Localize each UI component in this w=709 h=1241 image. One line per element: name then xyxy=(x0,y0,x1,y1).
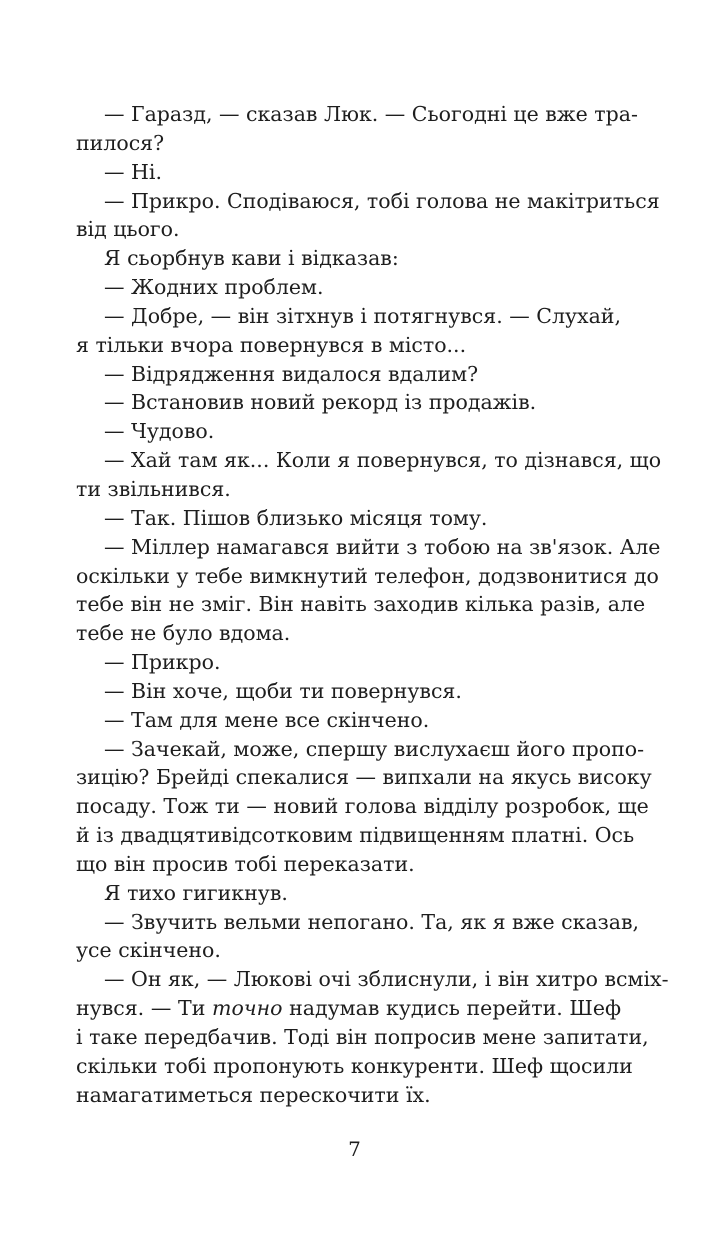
text-line: тебе не було вдома. xyxy=(76,621,291,646)
text-line: — Він хоче, щоби ти повернувся. xyxy=(104,678,462,703)
text-line: — Прикро. Сподіваюся, тобі голова не макітриться xyxy=(104,188,660,213)
text-line: ти звільнився. xyxy=(76,476,231,501)
text-line: — Прикро. xyxy=(104,650,221,675)
text-line: оскільки у тебе вимкнутий телефон, додзвонитися до xyxy=(76,563,659,588)
text-line: що він просив тобі переказати. xyxy=(76,851,415,876)
text-line: Я сьорбнув кави і відказав: xyxy=(104,246,399,271)
text-line: усе скінчено. xyxy=(76,938,221,963)
text-line: я тільки вчора повернувся в місто... xyxy=(76,332,467,357)
text-line: — Ні. xyxy=(104,159,162,184)
text-line-with-emphasis xyxy=(76,994,621,1023)
text-line: посаду. Тож ти — новий голова відділу розробок, ще xyxy=(76,794,649,819)
text-line: — Он як, — Люкові очі зблиснули, і він хитро всміх- xyxy=(104,967,669,992)
text-segment: нувся. — Ти xyxy=(76,996,213,1021)
text-line: — Там для мене все скінчено. xyxy=(104,707,430,732)
body-text xyxy=(76,100,669,1110)
text-line: — Так. Пішов близько місяця тому. xyxy=(104,505,488,530)
text-line: — Міллер намагався вийти з тобою на зв'язок. Але xyxy=(104,534,661,559)
text-line: — Добре, — він зітхнув і потягнувся. — Слухай, xyxy=(104,303,621,328)
text-line: — Звучить вельми непогано. Та, як я вже сказав, xyxy=(104,909,640,934)
text-segment: надумав кудись перейти. Шеф xyxy=(282,996,621,1021)
text-line: — Жодних проблем. xyxy=(104,275,324,300)
text-line: — Відрядження видалося вдалим? xyxy=(104,361,479,386)
text-line: Я тихо гигикнув. xyxy=(104,880,288,905)
text-line: від цього. xyxy=(76,217,180,242)
text-line: і таке передбачив. Тоді він попросив мене запитати, xyxy=(76,1025,649,1049)
text-line: — Зачекай, може, спершу вислухаєш його пропо- xyxy=(104,736,645,761)
text-line: — Чудово. xyxy=(104,419,215,444)
text-line: зицію? Брейді спекалися — випхали на якусь високу xyxy=(76,765,652,790)
page-number: 7 xyxy=(348,1137,361,1161)
text-line: намагатиметься перескочити їх. xyxy=(76,1082,431,1107)
text-line: й із двадцятивідсотковим підвищенням платні. Ось xyxy=(76,823,635,848)
text-line: пилося? xyxy=(76,130,165,155)
text-line: — Хай там як... Коли я повернувся, то дізнався, що xyxy=(104,448,662,473)
text-line: — Гаразд, — сказав Люк. — Сьогодні це вже тра- xyxy=(104,102,638,126)
text-line: тебе він не зміг. Він навіть заходив кілька разів, але xyxy=(76,592,646,617)
emphasized-word: точно xyxy=(212,996,283,1021)
text-line: скільки тобі пропонують конкуренти. Шеф щосили xyxy=(76,1053,633,1078)
text-line: — Встановив новий рекорд із продажів. xyxy=(104,390,537,415)
